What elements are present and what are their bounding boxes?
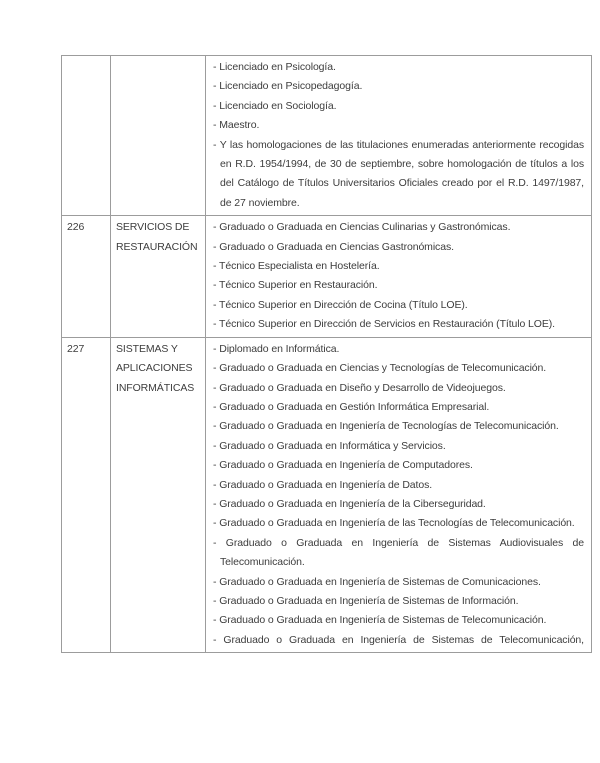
specialty-code-cell [62,56,111,215]
degree-item: - Graduado o Graduada en Ingeniería de Sistemas de Información. [213,594,519,607]
degree-item: - Graduado o Graduada en Ingeniería de las Tecnologías de Telecomunicación. [213,517,575,530]
degree-item: - Diplomado en Informática. [213,342,340,355]
table-row [62,337,591,653]
degree-item: - Graduado o Graduada en Diseño y Desarrollo de Videojuegos. [213,381,506,394]
degree-item: - Graduado o Graduada en Informática y Servicios. [213,439,446,452]
degree-list [206,56,591,215]
degree-item: - Graduado o Graduada en Gestión Informática Empresarial. [213,400,490,413]
degree-item: - Técnico Superior en Dirección de Cocina (Título LOE). [213,298,468,311]
specialty-name-cell [111,56,206,215]
degree-item: - Licenciado en Psicopedagogía. [213,80,363,93]
degree-item: - Maestro. [213,119,260,132]
degree-item: - Técnico Superior en Restauración. [213,279,378,292]
table-row [62,215,591,336]
specialty-name-cell: SERVICIOS DE RESTAURACIÓN [111,216,206,336]
specialty-name-cell: SISTEMAS Y APLICACIONES INFORMÁTICAS [111,338,206,653]
table-row [62,56,591,215]
degree-item: - Técnico Superior en Dirección de Servicios en Restauración (Título LOE). [213,318,555,331]
degree-item: - Graduado o Graduada en Ingeniería de Sistemas de Telecomunicación. [213,614,547,627]
degree-item: - Y las homologaciones de las titulaciones enumeradas anteriormente recogidas en R.D. 1954/1994, de 30 de septiembre, sobre homologación de títulos a los del Catálogo de Títulos Universitarios Oficiales creado por el R.D. 1497/1987, de 27 noviembre. [213,138,584,209]
degree-item: - Graduado o Graduada en Ingeniería de la Ciberseguridad. [213,497,486,510]
degree-item: - Licenciado en Sociología. [213,99,337,112]
degree-item: - Técnico Especialista en Hostelería. [213,260,380,273]
degree-item: - Graduado o Graduada en Ingeniería de Datos. [213,478,433,491]
degree-item: - Graduado o Graduada en Ingeniería de Tecnologías de Telecomunicación. [213,420,559,433]
degree-item: - Graduado o Graduada en Ingeniería de Sistemas de Telecomunicación, [213,633,584,646]
degree-item: - Graduado o Graduada en Ingeniería de Sistemas de Comunicaciones. [213,575,541,588]
degree-list [206,216,591,336]
qualifications-table [61,55,592,653]
degree-item: - Licenciado en Psicología. [213,61,336,73]
degree-list [206,338,591,653]
degree-item: - Graduado o Graduada en Ingeniería de Sistemas Audiovisuales de Telecomunicación. [213,536,584,569]
degree-item: - Graduado o Graduada en Ciencias y Tecnologías de Telecomunicación. [213,362,547,375]
degree-item: - Graduado o Graduada en Ciencias Culinarias y Gastronómicas. [213,221,511,234]
specialty-code-cell: 226 [62,216,111,336]
degree-item: - Graduado o Graduada en Ciencias Gastronómicas. [213,240,454,253]
specialty-code-cell: 227 [62,338,111,653]
degree-item: - Graduado o Graduada en Ingeniería de Computadores. [213,459,473,472]
